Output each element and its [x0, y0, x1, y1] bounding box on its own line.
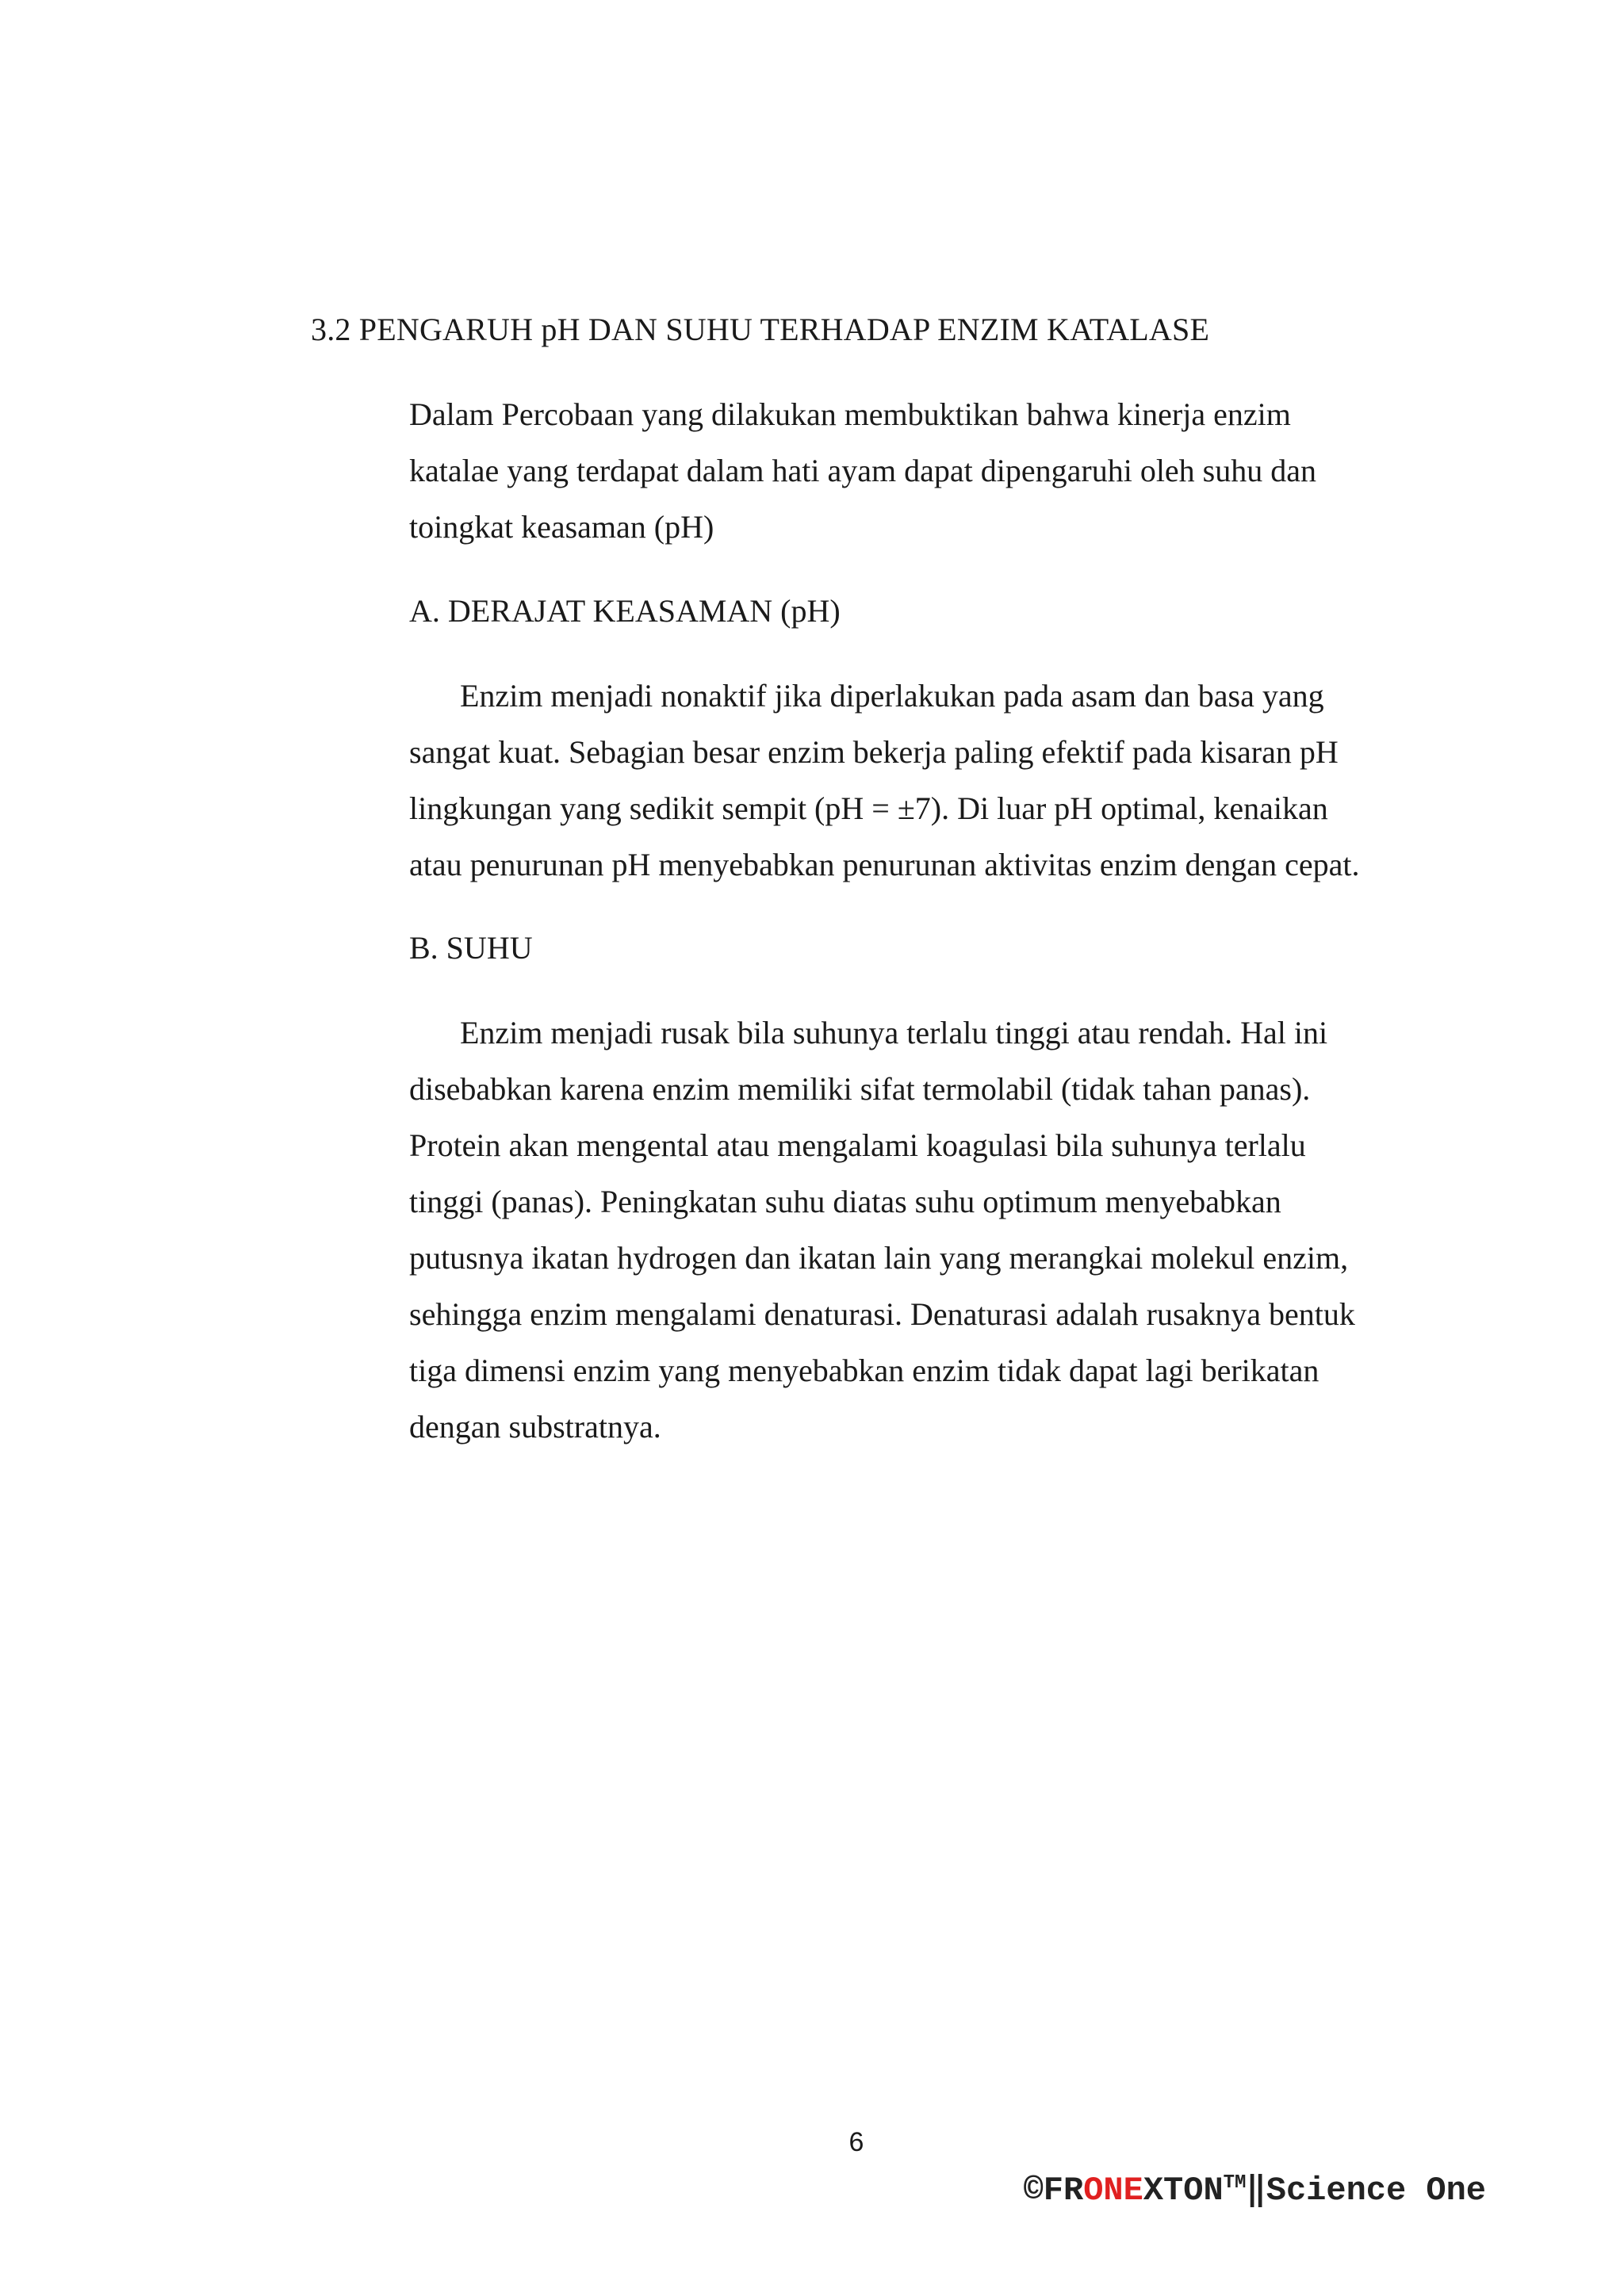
paragraph-line: Enzim menjadi nonaktif jika diperlakukan pada asam dan basa yang: [460, 678, 1324, 714]
subsection-a-heading: A. DERAJAT KEASAMAN (pH): [409, 593, 841, 629]
paragraph-line: katalae yang terdapat dalam hati ayam dapat dipengaruhi oleh suhu dan: [409, 453, 1317, 488]
paragraph-line: disebabkan karena enzim memiliki sifat termolabil (tidak tahan panas).: [409, 1071, 1311, 1107]
paragraph-line: Dalam Percobaan yang dilakukan membuktikan bahwa kinerja enzim: [409, 396, 1291, 432]
paragraph-line: Protein akan mengental atau mengalami koagulasi bila suhunya terlalu: [409, 1127, 1306, 1163]
paragraph-line: atau penurunan pH menyebabkan penurunan aktivitas enzim dengan cepat.: [409, 847, 1360, 882]
paragraph-line: tiga dimensi enzim yang menyebabkan enzim tidak dapat lagi berikatan: [409, 1353, 1320, 1388]
subsection-b-paragraph: [409, 1004, 1392, 1455]
brand-accent: ONE: [1083, 2172, 1143, 2210]
subsection-b-heading: B. SUHU: [409, 930, 533, 966]
paragraph-line: sehingga enzim mengalami denaturasi. Denaturasi adalah rusaknya bentuk: [409, 1296, 1355, 1332]
paragraph-line: toingkat keasaman (pH): [409, 509, 714, 545]
intro-paragraph: [409, 386, 1392, 555]
footer-brand: [1024, 2168, 1486, 2213]
page-number: 6: [848, 2127, 864, 2157]
paragraph-line: lingkungan yang sedikit sempit (pH = ±7). Di luar pH optimal, kenaikan: [409, 790, 1328, 826]
trademark-mark: TM: [1223, 2172, 1247, 2194]
brand-suffix: XTON: [1143, 2172, 1224, 2210]
subsection-a-paragraph: [409, 668, 1392, 893]
brand-prefix: ©FR: [1023, 2172, 1084, 2210]
paragraph-line: putusnya ikatan hydrogen dan ikatan lain yang merangkai molekul enzim,: [409, 1240, 1349, 1276]
paragraph-line: tinggi (panas). Peningkatan suhu diatas suhu optimum menyebabkan: [409, 1184, 1281, 1219]
brand-tail: ‖Science One: [1246, 2172, 1486, 2210]
section-heading: 3.2 PENGARUH pH DAN SUHU TERHADAP ENZIM KATALASE: [311, 312, 1210, 347]
paragraph-line: sangat kuat. Sebagian besar enzim bekerja paling efektif pada kisaran pH: [409, 734, 1339, 770]
paragraph-line: Enzim menjadi rusak bila suhunya terlalu tinggi atau rendah. Hal ini: [460, 1015, 1328, 1050]
paragraph-line: dengan substratnya.: [409, 1409, 661, 1445]
